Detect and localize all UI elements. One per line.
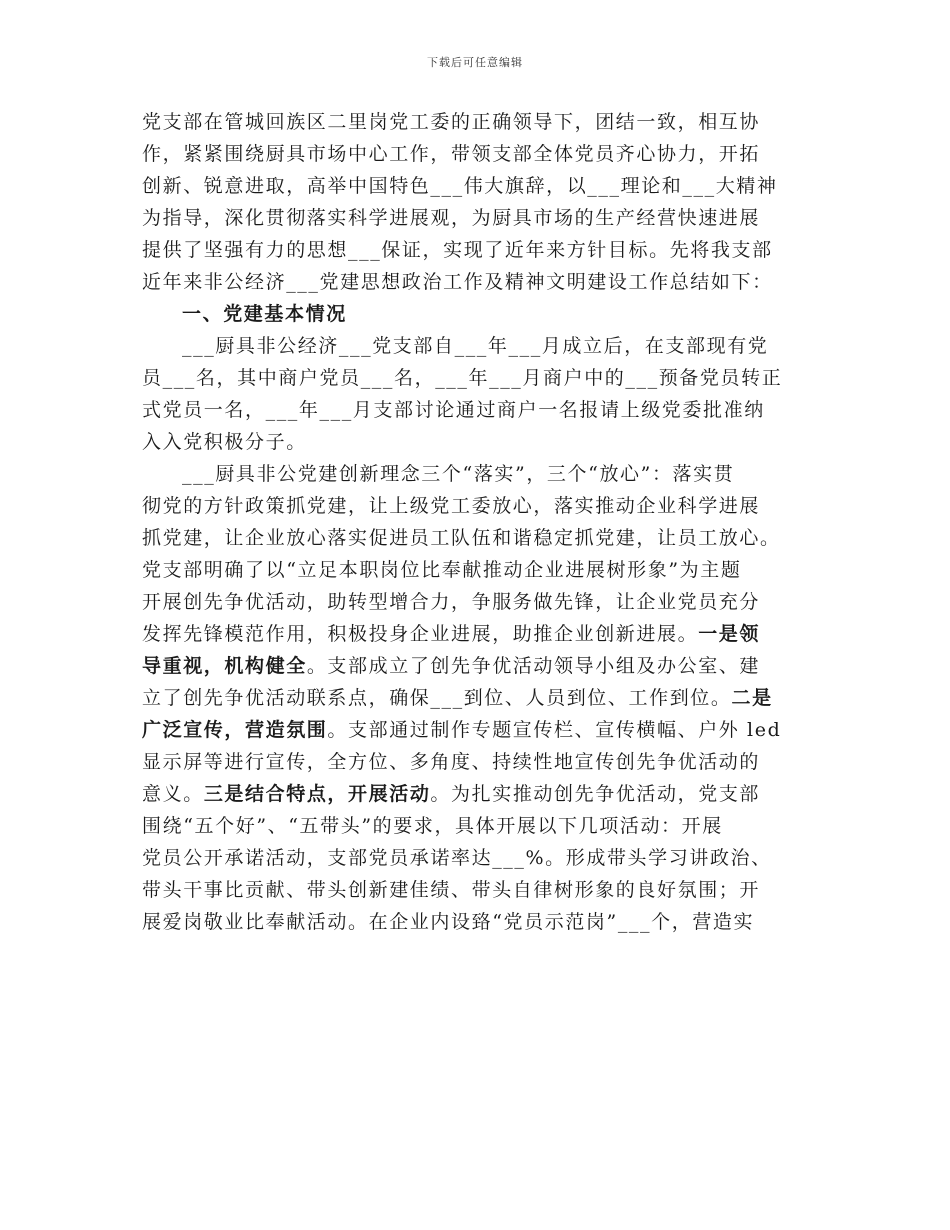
text-line xyxy=(142,874,812,906)
text-line xyxy=(142,106,812,138)
document-body xyxy=(142,106,812,938)
text-line xyxy=(142,842,812,874)
text-line xyxy=(142,458,812,490)
page-header-note: 下载后可任意编辑 xyxy=(427,56,523,69)
text-line xyxy=(142,810,812,842)
text-span: 。支部成立了创先争优活动领导小组及办公室、建 xyxy=(306,655,761,677)
text-line xyxy=(142,202,812,234)
text-line xyxy=(142,490,812,522)
text-line xyxy=(142,266,812,298)
text-span: 员___名，其中商户党员___名，___年___月商户中的___预备党员转正 xyxy=(142,367,783,389)
text-line xyxy=(142,394,812,426)
text-line xyxy=(142,682,812,714)
text-span: 作，紧紧围绕厨具市场中心工作，带领支部全体党员齐心协力，开拓 xyxy=(142,143,761,165)
bold-text: 二是 xyxy=(731,687,773,709)
text-line xyxy=(142,778,812,810)
text-line xyxy=(142,330,812,362)
text-line xyxy=(142,426,812,458)
text-span: 彻党的方针政策抓党建，让上级党工委放心，落实推动企业科学进展 xyxy=(142,495,761,517)
text-span: 立了创先争优活动联系点，确保___到位、人员到位、工作到位。 xyxy=(142,687,732,709)
bold-text: 一、党建基本情况 xyxy=(182,303,347,325)
text-span: 意义。 xyxy=(142,783,204,805)
text-line xyxy=(142,586,812,618)
text-span: 为指导，深化贯彻落实科学进展观，为厨具市场的生产经营快速进展 xyxy=(142,207,761,229)
text-span: 展爱岗敬业比奉献活动。在企业内设臵“党员示范岗”___个，营造实 xyxy=(142,911,755,933)
text-line xyxy=(142,650,812,682)
text-line xyxy=(142,170,812,202)
bold-text: 一是领 xyxy=(698,623,761,645)
text-span: ___厨具非公经济___党支部自___年___月成立后，在支部现有党 xyxy=(182,335,769,357)
text-line xyxy=(142,234,812,266)
text-span: 。为扎实推动创先争优活动，党支部 xyxy=(430,783,761,805)
text-span: 围绕“五个好”、“五带头”的要求，具体开展以下几项活动：开展 xyxy=(142,815,723,837)
bold-text: 广泛宣传，营造氛围 xyxy=(142,719,328,741)
bold-text: 导重视，机构健全 xyxy=(142,655,307,677)
text-line xyxy=(142,138,812,170)
text-span: 。支部通过制作专题宣传栏、宣传横幅、户外 led xyxy=(327,719,782,741)
section-heading xyxy=(142,298,812,330)
text-span: 开展创先争优活动，助转型增合力，争服务做先锋，让企业党员充分 xyxy=(142,591,761,613)
text-line xyxy=(142,618,812,650)
text-span: 入入党积极分子。 xyxy=(142,431,307,453)
text-line xyxy=(142,554,812,586)
text-span: 创新、锐意进取，高举中国特色___伟大旗辞，以___理论和___大精神 xyxy=(142,175,778,197)
text-span: 显示屏等进行宣传，全方位、多角度、持续性地宣传创先争优活动的 xyxy=(142,751,761,773)
text-span: 党支部在管城回族区二里岗党工委的正确领导下，团结一致，相互协 xyxy=(142,111,761,133)
text-span: 发挥先锋模范作用，积极投身企业进展，助推企业创新进展。 xyxy=(142,623,699,645)
text-span: 抓党建，让企业放心落实促进员工队伍和谐稳定抓党建，让员工放心。 xyxy=(142,527,781,549)
text-span: 近年来非公经济___党建思想政治工作及精神文明建设工作总结如下： xyxy=(142,271,773,293)
text-line xyxy=(142,714,812,746)
text-span: 带头干事比贡献、带头创新建佳绩、带头自律树形象的良好氛围；开 xyxy=(142,879,761,901)
text-line xyxy=(142,362,812,394)
text-span: 提供了坚强有力的思想___保证，实现了近年来方针目标。先将我支部 xyxy=(142,239,773,261)
text-span: 党员公开承诺活动，支部党员承诺率达___%。形成带头学习讲政治、 xyxy=(142,847,772,869)
text-span: ___厨具非公党建创新理念三个“落实”，三个“放心”：落实贯 xyxy=(182,463,735,485)
text-span: 式党员一名，___年___月支部讨论通过商户一名报请上级党委批准纳 xyxy=(142,399,765,421)
text-line xyxy=(142,906,812,938)
text-line xyxy=(142,522,812,554)
text-line xyxy=(142,746,812,778)
bold-text: 三是结合特点，开展活动 xyxy=(203,783,431,805)
text-span: 党支部明确了以“立足本职岗位比奉献推动企业进展树形象”为主题 xyxy=(142,559,742,581)
